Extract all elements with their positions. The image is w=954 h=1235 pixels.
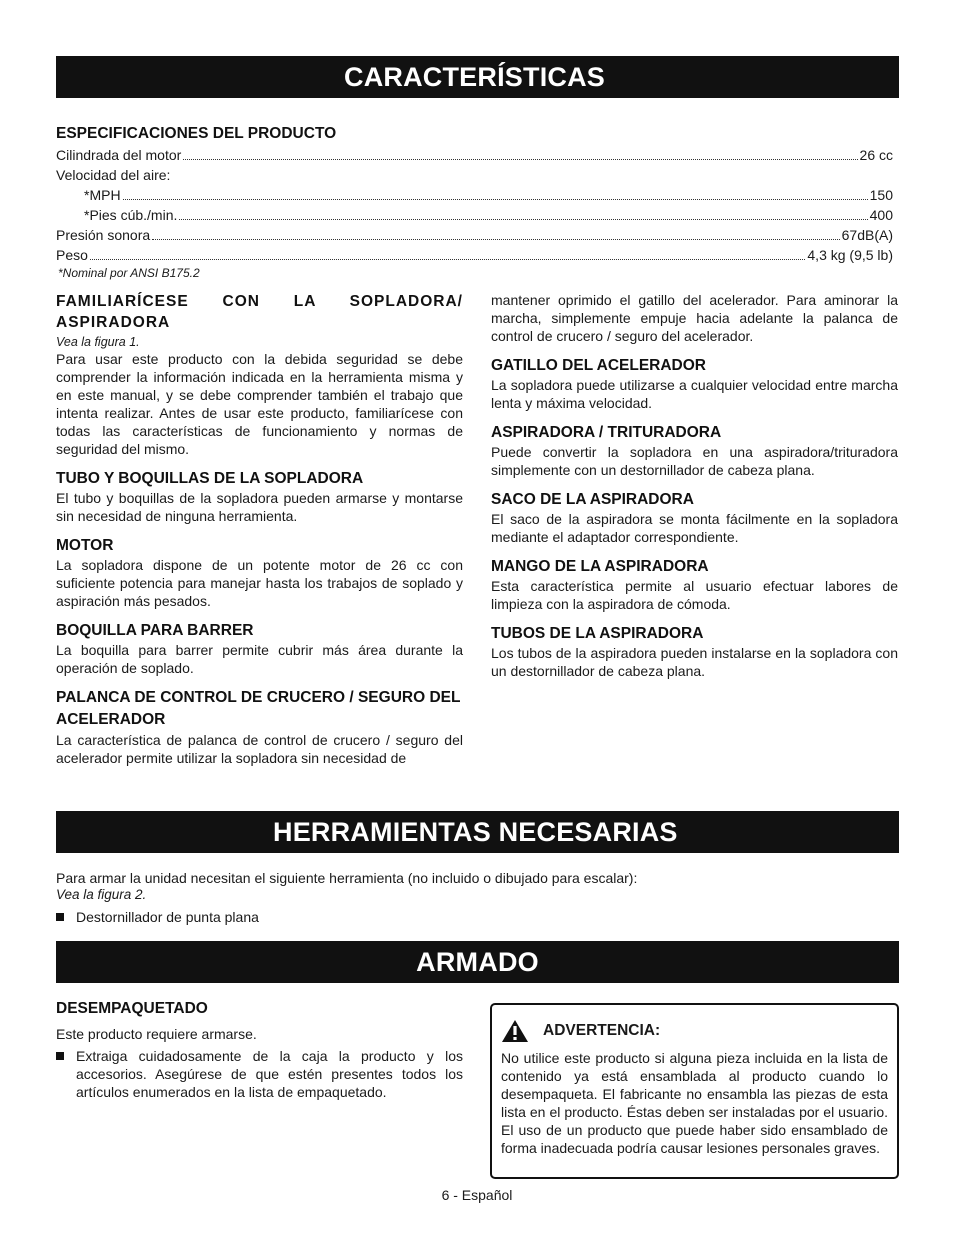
section-heading: ASPIRADORA / TRITURADORA: [491, 424, 722, 441]
leader-dots: [90, 245, 805, 260]
spec-value: 400: [869, 207, 893, 223]
spec-row-velocidad: [56, 165, 893, 185]
section-banner-caracteristicas: CARACTERÍSTICAS: [56, 56, 899, 98]
spec-label: *Pies cúb./min.: [84, 207, 178, 223]
spec-row-pies: [56, 205, 893, 225]
section-palanca-continued: [491, 291, 898, 345]
leader-dots: [123, 185, 868, 200]
warning-text: No utilice este producto si alguna pieza incluida en la lista de contenido ya está ensamblada al producto cuando lo desempaqueta. El fabricante no ensambla las piezas de esta lista en el producto. Éstas deben ser instaladas por el usuario. El uso de un producto que puede haber sido ensamblado de forma inadecuada podría causar lesiones personales graves.: [501, 1050, 888, 1156]
section-heading: FAMILIARÍCESE CON LA SOPLADORA/ ASPIRADORA: [56, 293, 463, 331]
unpack-instruction: [56, 1047, 463, 1101]
warning-box: [490, 1003, 899, 1179]
section-mango: [491, 556, 898, 613]
herramientas-intro: Para armar la unidad necesitan el siguiente herramienta (no incluido o dibujado para escalar):: [56, 870, 638, 886]
spec-label: Cilindrada del motor: [56, 147, 182, 163]
instruction-text: Extraiga cuidadosamente de la caja la producto y los accesorios. Asegúrese de que estén presentes todos los artículos enumerados en la lista de empaquetado.: [76, 1048, 463, 1100]
tool-list-item: [56, 908, 899, 926]
figure-reference: Vea la figura 2.: [56, 887, 147, 902]
section-tubo: [56, 468, 463, 525]
section-text: La boquilla para barrer permite cubrir más área durante la operación de soplado.: [56, 642, 463, 676]
section-text: Este producto requiere armarse.: [56, 1026, 257, 1042]
section-text: mantener oprimido el gatillo del acelerador. Para aminorar la marcha, simplemente empuje hacia adelante la palanca de control de crucero / seguro del acelerador.: [491, 292, 898, 344]
section-heading: MANGO DE LA ASPIRADORA: [491, 558, 709, 575]
page-footer: 6 - Español: [441, 1187, 513, 1203]
section-text: Puede convertir la sopladora en una aspiradora/trituradora simplemente con un destornillador de cabeza plana.: [491, 444, 898, 478]
figure-reference: Vea la figura 1.: [56, 335, 140, 349]
section-heading: TUBOS DE LA ASPIRADORA: [491, 625, 704, 642]
section-text: Para usar este producto con la debida seguridad se debe comprender la información indicada en la herramienta misma y en este manual, y se debe comprender también el trabajo que intenta realizar. Antes de usar este producto, familiarícese con todas las características de funcionamiento y normas de seguridad del mismo.: [56, 351, 463, 457]
spec-label: Peso: [56, 247, 88, 263]
spec-value: 150: [869, 187, 893, 203]
section-heading: BOQUILLA PARA BARRER: [56, 622, 254, 639]
section-tubos: [491, 623, 898, 680]
section-heading: PALANCA DE CONTROL DE CRUCERO / SEGURO DEL ACELERADOR: [56, 689, 461, 728]
warning-header: [501, 1019, 888, 1043]
section-text: El saco de la aspiradora se monta fácilmente en la sopladora mediante el adaptador correspondiente.: [491, 511, 898, 545]
leader-dots: [183, 145, 857, 160]
section-text: La sopladora dispone de un potente motor de 26 cc con suficiente potencia para manejar hasta los trabajos de soplado y aspiración más pesados.: [56, 557, 463, 609]
section-familiarice: [56, 291, 463, 458]
section-text: La característica de palanca de control de crucero / seguro del acelerador permite utilizar la sopladora sin necesidad de: [56, 732, 463, 766]
spec-label: Presión sonora: [56, 227, 151, 243]
section-heading: TUBO Y BOQUILLAS DE LA SOPLADORA: [56, 470, 364, 487]
tool-name: Destornillador de punta plana: [76, 909, 259, 925]
spec-value: 67dB(A): [841, 227, 893, 243]
warning-triangle-icon: [501, 1019, 529, 1043]
section-banner-armado: ARMADO: [56, 941, 899, 983]
herramientas-content: [56, 869, 899, 926]
section-text: La sopladora puede utilizarse a cualquier velocidad entre marcha lenta y máxima velocidad.: [491, 377, 898, 411]
section-heading: SACO DE LA ASPIRADORA: [491, 491, 694, 508]
right-column: [491, 291, 898, 690]
section-motor: [56, 535, 463, 610]
section-text: El tubo y boquillas de la sopladora pueden armarse y montarse sin necesidad de ninguna herramienta.: [56, 490, 463, 524]
section-heading: MOTOR: [56, 537, 114, 554]
section-banner-herramientas: HERRAMIENTAS NECESARIAS: [56, 811, 899, 853]
warning-title: ADVERTENCIA:: [543, 1022, 661, 1039]
section-aspiradora: [491, 422, 898, 479]
section-saco: [491, 489, 898, 546]
product-specifications: [56, 123, 893, 281]
spec-value: 26 cc: [859, 147, 893, 163]
spec-note: *Nominal por ANSI B175.2: [58, 266, 200, 280]
section-heading: GATILLO DEL ACELERADOR: [491, 357, 706, 374]
spec-row-peso: [56, 245, 893, 265]
spec-row-presion: [56, 225, 893, 245]
section-palanca: [56, 687, 463, 767]
leader-dots: [152, 225, 839, 240]
spec-row-cilindrada: [56, 145, 893, 165]
section-gatillo: [491, 355, 898, 412]
leader-dots: [179, 205, 867, 220]
section-heading: DESEMPAQUETADO: [56, 1000, 208, 1017]
bullet-square-icon: [56, 908, 76, 926]
spec-value: 4,3 kg (9,5 lb): [807, 247, 893, 263]
section-text: Esta característica permite al usuario efectuar labores de limpieza con la aspiradora de cómoda.: [491, 578, 898, 612]
spec-heading: ESPECIFICACIONES DEL PRODUCTO: [56, 125, 337, 142]
armado-content: [56, 998, 463, 1101]
left-column: [56, 291, 463, 777]
spec-label: *MPH: [84, 187, 121, 203]
section-text: Los tubos de la aspiradora pueden instalarse en la sopladora con un destornillador de cabeza plana.: [491, 645, 898, 679]
spec-row-mph: [56, 185, 893, 205]
spec-label: Velocidad del aire:: [56, 167, 171, 183]
bullet-square-icon: [56, 1047, 76, 1101]
section-boquilla: [56, 620, 463, 677]
